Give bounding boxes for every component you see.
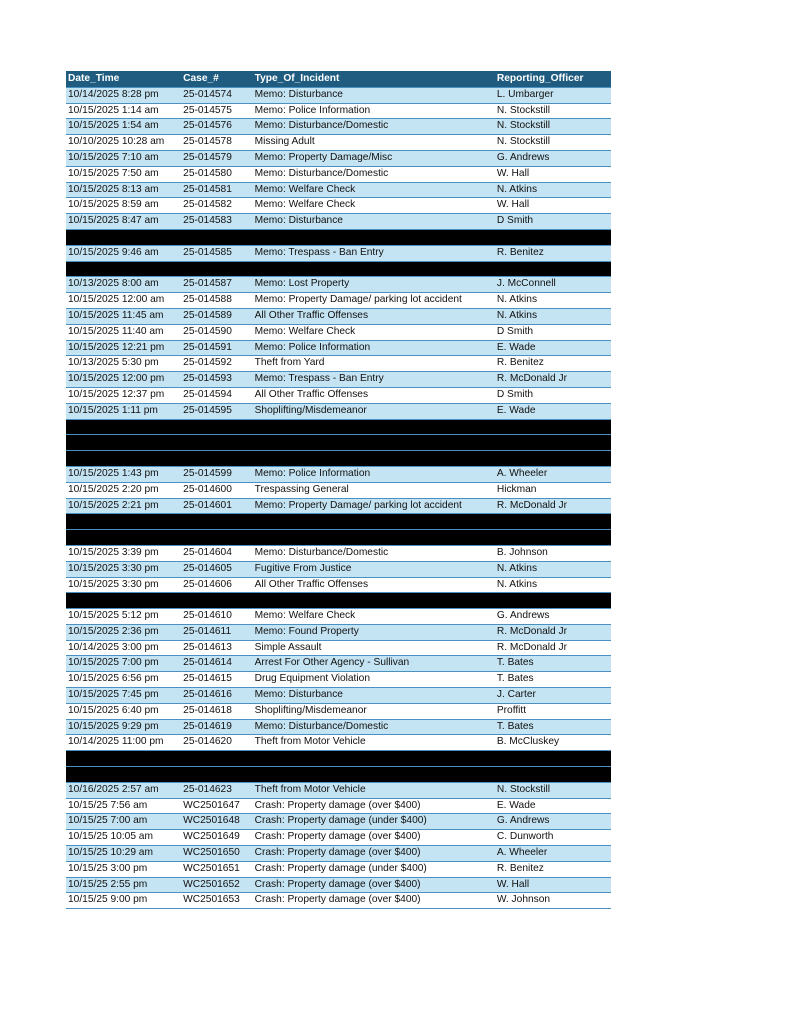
cell-type-of-incident: All Other Traffic Offenses xyxy=(254,309,369,321)
cell-reporting-officer: R. McDonald Jr xyxy=(496,373,568,385)
cell-date-time: 10/15/2025 12:00 pm xyxy=(68,373,165,385)
cell-reporting-officer: R. Benitez xyxy=(496,357,544,369)
cell-case-number: 25-014611 xyxy=(183,625,232,637)
cell-type-of-incident: Memo: Police Information xyxy=(254,104,371,116)
redacted-row xyxy=(66,261,611,277)
cell-reporting-officer: Proffitt xyxy=(496,704,527,716)
cell-type-of-incident: Crash: Property damage (under $400) xyxy=(254,815,427,827)
cell-date-time: 10/15/2025 11:40 am xyxy=(68,325,164,337)
cell-type-of-incident: Arrest For Other Agency - Sullivan xyxy=(254,657,410,669)
cell-case-number: WC2501651 xyxy=(183,862,240,874)
cell-date-time: 10/15/2025 3:39 pm xyxy=(68,546,159,558)
cell-reporting-officer: E. Wade xyxy=(496,341,536,353)
cell-case-number: 25-014593 xyxy=(183,373,232,385)
cell-case-number: 25-014581 xyxy=(183,183,232,195)
table-row xyxy=(66,545,611,561)
cell-type-of-incident: Crash: Property damage (over $400) xyxy=(254,799,421,811)
cell-type-of-incident: Memo: Disturbance xyxy=(254,215,343,227)
cell-case-number: 25-014579 xyxy=(183,151,232,163)
redacted-row xyxy=(66,766,611,782)
table-row xyxy=(66,687,611,703)
table-row xyxy=(66,134,611,150)
cell-reporting-officer: T. Bates xyxy=(496,657,534,669)
cell-reporting-officer: N. Stockstill xyxy=(496,136,551,148)
cell-case-number: WC2501648 xyxy=(183,815,240,827)
cell-case-number: 25-014580 xyxy=(183,167,232,179)
cell-date-time: 10/14/2025 11:00 pm xyxy=(68,736,164,748)
cell-date-time: 10/15/2025 2:21 pm xyxy=(68,499,159,511)
cell-reporting-officer: Hickman xyxy=(496,483,537,495)
cell-date-time: 10/15/2025 1:14 am xyxy=(68,104,159,116)
table-row xyxy=(66,245,611,261)
cell-reporting-officer: E. Wade xyxy=(496,799,536,811)
table-row xyxy=(66,734,611,750)
redacted-row xyxy=(66,434,611,450)
cell-date-time: 10/15/2025 9:46 am xyxy=(68,246,159,258)
cell-case-number: 25-014594 xyxy=(183,388,232,400)
cell-case-number: 25-014590 xyxy=(183,325,232,337)
cell-case-number: 25-014620 xyxy=(183,736,232,748)
header-case-number: Case_# xyxy=(183,73,219,84)
table-row xyxy=(66,308,611,324)
cell-type-of-incident: Memo: Disturbance/Domestic xyxy=(254,120,389,132)
cell-date-time: 10/15/2025 12:21 pm xyxy=(68,341,165,353)
table-row xyxy=(66,466,611,482)
cell-date-time: 10/15/2025 7:45 pm xyxy=(68,689,159,701)
cell-type-of-incident: All Other Traffic Offenses xyxy=(254,578,369,590)
cell-date-time: 10/15/2025 1:11 pm xyxy=(68,404,158,416)
cell-case-number: 25-014595 xyxy=(183,404,232,416)
cell-case-number: WC2501649 xyxy=(183,831,240,843)
redacted-row xyxy=(66,450,611,466)
cell-case-number: 25-014592 xyxy=(183,357,232,369)
table-row xyxy=(66,861,611,877)
cell-type-of-incident: Memo: Lost Property xyxy=(254,278,350,290)
cell-type-of-incident: Simple Assault xyxy=(254,641,322,653)
cell-reporting-officer: N. Atkins xyxy=(496,578,538,590)
cell-reporting-officer: D Smith xyxy=(496,388,534,400)
cell-type-of-incident: Crash: Property damage (over $400) xyxy=(254,831,421,843)
table-row xyxy=(66,561,611,577)
cell-reporting-officer: E. Wade xyxy=(496,404,536,416)
cell-case-number: 25-014589 xyxy=(183,309,232,321)
table-header-row xyxy=(66,71,611,87)
cell-reporting-officer: D Smith xyxy=(496,215,534,227)
redacted-row xyxy=(66,513,611,529)
cell-date-time: 10/15/2025 7:50 am xyxy=(68,167,159,179)
cell-case-number: 25-014604 xyxy=(183,546,232,558)
cell-reporting-officer: B. McCluskey xyxy=(496,736,560,748)
table-row xyxy=(66,150,611,166)
table-row xyxy=(66,355,611,371)
table-row xyxy=(66,371,611,387)
cell-reporting-officer: G. Andrews xyxy=(496,610,550,622)
table-row xyxy=(66,892,611,908)
cell-date-time: 10/15/2025 11:45 am xyxy=(68,309,164,321)
cell-case-number: 25-014618 xyxy=(183,704,232,716)
cell-type-of-incident: Memo: Police Information xyxy=(254,467,371,479)
cell-date-time: 10/15/25 7:00 am xyxy=(68,815,148,827)
cell-type-of-incident: Memo: Police Information xyxy=(254,341,371,353)
cell-reporting-officer: T. Bates xyxy=(496,673,534,685)
cell-reporting-officer: C. Dunworth xyxy=(496,831,554,843)
table-row xyxy=(66,482,611,498)
cell-case-number: 25-014605 xyxy=(183,562,232,574)
cell-type-of-incident: Shoplifting/Misdemeanor xyxy=(254,404,367,416)
cell-reporting-officer: D Smith xyxy=(496,325,534,337)
table-row xyxy=(66,498,611,514)
redacted-row xyxy=(66,529,611,545)
cell-date-time: 10/15/25 2:55 pm xyxy=(68,878,148,890)
cell-date-time: 10/15/2025 2:36 pm xyxy=(68,625,159,637)
cell-type-of-incident: Crash: Property damage (over $400) xyxy=(254,847,421,859)
cell-case-number: 25-014606 xyxy=(183,578,232,590)
table-row xyxy=(66,182,611,198)
cell-type-of-incident: Memo: Welfare Check xyxy=(254,183,356,195)
cell-case-number: 25-014615 xyxy=(183,673,232,685)
cell-reporting-officer: W. Johnson xyxy=(496,894,551,906)
cell-case-number: 25-014575 xyxy=(183,104,232,116)
cell-case-number: 25-014599 xyxy=(183,467,232,479)
redacted-row xyxy=(66,592,611,608)
cell-case-number: WC2501652 xyxy=(183,878,240,890)
cell-date-time: 10/15/2025 3:30 pm xyxy=(68,578,159,590)
cell-type-of-incident: Memo: Welfare Check xyxy=(254,610,356,622)
table-row xyxy=(66,798,611,814)
cell-date-time: 10/15/2025 2:20 pm xyxy=(68,483,159,495)
cell-reporting-officer: R. McDonald Jr xyxy=(496,625,568,637)
cell-type-of-incident: Theft from Yard xyxy=(254,357,325,369)
table-row xyxy=(66,166,611,182)
cell-case-number: 25-014585 xyxy=(183,246,232,258)
cell-date-time: 10/15/25 9:00 pm xyxy=(68,894,148,906)
header-type-of-incident: Type_Of_Incident xyxy=(254,73,340,84)
redacted-row xyxy=(66,750,611,766)
cell-date-time: 10/15/2025 5:12 pm xyxy=(68,610,159,622)
table-row xyxy=(66,719,611,735)
cell-case-number: 25-014582 xyxy=(183,199,232,211)
table-row xyxy=(66,324,611,340)
cell-type-of-incident: Memo: Found Property xyxy=(254,625,359,637)
cell-type-of-incident: Shoplifting/Misdemeanor xyxy=(254,704,367,716)
cell-type-of-incident: Memo: Property Damage/ parking lot accident xyxy=(254,499,462,511)
cell-date-time: 10/15/25 10:05 am xyxy=(68,831,153,843)
cell-type-of-incident: Memo: Welfare Check xyxy=(254,199,356,211)
cell-reporting-officer: W. Hall xyxy=(496,199,530,211)
cell-reporting-officer: N. Stockstill xyxy=(496,783,551,795)
redacted-row xyxy=(66,229,611,245)
table-row xyxy=(66,577,611,593)
cell-type-of-incident: Theft from Motor Vehicle xyxy=(254,783,366,795)
cell-reporting-officer: A. Wheeler xyxy=(496,847,548,859)
table-row xyxy=(66,655,611,671)
cell-reporting-officer: N. Atkins xyxy=(496,294,538,306)
cell-date-time: 10/15/2025 8:47 am xyxy=(68,215,159,227)
cell-type-of-incident: Memo: Property Damage/ parking lot accident xyxy=(254,294,462,306)
cell-case-number: 25-014623 xyxy=(183,783,232,795)
cell-reporting-officer: R. McDonald Jr xyxy=(496,641,568,653)
cell-case-number: WC2501653 xyxy=(183,894,240,906)
cell-case-number: 25-014574 xyxy=(183,88,232,100)
cell-date-time: 10/15/2025 6:40 pm xyxy=(68,704,159,716)
cell-date-time: 10/15/2025 1:54 am xyxy=(68,120,159,132)
cell-reporting-officer: G. Andrews xyxy=(496,151,550,163)
cell-type-of-incident: Crash: Property damage (over $400) xyxy=(254,878,421,890)
table-row xyxy=(66,624,611,640)
cell-reporting-officer: R. Benitez xyxy=(496,246,544,258)
cell-reporting-officer: G. Andrews xyxy=(496,815,550,827)
cell-type-of-incident: Memo: Disturbance xyxy=(254,689,343,701)
table-row xyxy=(66,829,611,845)
cell-date-time: 10/15/25 7:56 am xyxy=(68,799,148,811)
cell-type-of-incident: Crash: Property damage (under $400) xyxy=(254,862,427,874)
cell-reporting-officer: N. Stockstill xyxy=(496,104,551,116)
table-body xyxy=(66,87,611,908)
cell-reporting-officer: N. Atkins xyxy=(496,562,538,574)
table-row xyxy=(66,387,611,403)
cell-date-time: 10/15/2025 6:56 pm xyxy=(68,673,159,685)
cell-case-number: 25-014613 xyxy=(183,641,232,653)
table-row xyxy=(66,703,611,719)
table-row xyxy=(66,782,611,798)
cell-date-time: 10/15/2025 7:00 pm xyxy=(68,657,159,669)
cell-reporting-officer: T. Bates xyxy=(496,720,534,732)
cell-reporting-officer: R. McDonald Jr xyxy=(496,499,568,511)
cell-reporting-officer: J. Carter xyxy=(496,689,536,701)
cell-type-of-incident: Memo: Disturbance/Domestic xyxy=(254,720,389,732)
table-row xyxy=(66,87,611,103)
table-row xyxy=(66,103,611,119)
cell-case-number: 25-014583 xyxy=(183,215,232,227)
table-row xyxy=(66,213,611,229)
incident-table xyxy=(66,71,611,909)
cell-date-time: 10/15/2025 8:59 am xyxy=(68,199,159,211)
cell-type-of-incident: Drug Equipment Violation xyxy=(254,673,370,685)
table-row xyxy=(66,845,611,861)
cell-type-of-incident: Theft from Motor Vehicle xyxy=(254,736,366,748)
table-row xyxy=(66,340,611,356)
cell-date-time: 10/13/2025 8:00 am xyxy=(68,278,159,290)
redacted-row xyxy=(66,419,611,435)
cell-reporting-officer: A. Wheeler xyxy=(496,467,548,479)
cell-type-of-incident: Memo: Disturbance/Domestic xyxy=(254,546,389,558)
cell-date-time: 10/15/2025 8:13 am xyxy=(68,183,159,195)
table-row xyxy=(66,276,611,292)
cell-date-time: 10/15/25 10:29 am xyxy=(68,847,153,859)
table-row xyxy=(66,640,611,656)
cell-type-of-incident: Memo: Welfare Check xyxy=(254,325,356,337)
cell-date-time: 10/15/2025 12:00 am xyxy=(68,294,165,306)
cell-case-number: WC2501650 xyxy=(183,847,240,859)
cell-case-number: 25-014587 xyxy=(183,278,232,290)
cell-type-of-incident: Memo: Property Damage/Misc xyxy=(254,151,393,163)
cell-case-number: 25-014576 xyxy=(183,120,232,132)
cell-reporting-officer: R. Benitez xyxy=(496,862,544,874)
cell-reporting-officer: N. Atkins xyxy=(496,309,538,321)
cell-date-time: 10/15/2025 1:43 pm xyxy=(68,467,159,479)
cell-type-of-incident: Crash: Property damage (over $400) xyxy=(254,894,421,906)
cell-case-number: 25-014616 xyxy=(183,689,232,701)
cell-case-number: 25-014619 xyxy=(183,720,232,732)
cell-date-time: 10/15/2025 7:10 am xyxy=(68,151,159,163)
header-date-time: Date_Time xyxy=(68,73,120,84)
table-row xyxy=(66,403,611,419)
cell-case-number: 25-014610 xyxy=(183,610,232,622)
cell-type-of-incident: Missing Adult xyxy=(254,136,315,148)
table-row xyxy=(66,292,611,308)
table-row xyxy=(66,671,611,687)
cell-case-number: WC2501647 xyxy=(183,799,240,811)
cell-case-number: 25-014600 xyxy=(183,483,232,495)
cell-case-number: 25-014588 xyxy=(183,294,232,306)
cell-type-of-incident: All Other Traffic Offenses xyxy=(254,388,369,400)
cell-date-time: 10/15/2025 9:29 pm xyxy=(68,720,159,732)
cell-date-time: 10/16/2025 2:57 am xyxy=(68,783,159,795)
cell-type-of-incident: Memo: Trespass - Ban Entry xyxy=(254,246,384,258)
cell-type-of-incident: Memo: Disturbance/Domestic xyxy=(254,167,389,179)
cell-reporting-officer: B. Johnson xyxy=(496,546,548,558)
cell-case-number: 25-014601 xyxy=(183,499,232,511)
table-row xyxy=(66,608,611,624)
cell-case-number: 25-014591 xyxy=(183,341,232,353)
cell-type-of-incident: Memo: Disturbance xyxy=(254,88,343,100)
table-row xyxy=(66,813,611,829)
cell-date-time: 10/13/2025 5:30 pm xyxy=(68,357,159,369)
table-row xyxy=(66,877,611,893)
cell-date-time: 10/14/2025 3:00 pm xyxy=(68,641,159,653)
cell-date-time: 10/15/25 3:00 pm xyxy=(68,862,148,874)
cell-reporting-officer: W. Hall xyxy=(496,167,530,179)
cell-date-time: 10/10/2025 10:28 am xyxy=(68,136,165,148)
cell-reporting-officer: J. McConnell xyxy=(496,278,556,290)
cell-type-of-incident: Trespassing General xyxy=(254,483,349,495)
header-reporting-officer: Reporting_Officer xyxy=(496,73,584,84)
cell-date-time: 10/15/2025 12:37 pm xyxy=(68,388,165,400)
cell-date-time: 10/15/2025 3:30 pm xyxy=(68,562,159,574)
cell-date-time: 10/14/2025 8:28 pm xyxy=(68,88,159,100)
cell-type-of-incident: Fugitive From Justice xyxy=(254,562,352,574)
cell-reporting-officer: W. Hall xyxy=(496,878,530,890)
table-row xyxy=(66,197,611,213)
cell-reporting-officer: N. Stockstill xyxy=(496,120,551,132)
cell-type-of-incident: Memo: Trespass - Ban Entry xyxy=(254,373,384,385)
cell-case-number: 25-014614 xyxy=(183,657,232,669)
cell-reporting-officer: L. Umbarger xyxy=(496,88,554,100)
cell-case-number: 25-014578 xyxy=(183,136,232,148)
table-row xyxy=(66,118,611,134)
cell-reporting-officer: N. Atkins xyxy=(496,183,538,195)
